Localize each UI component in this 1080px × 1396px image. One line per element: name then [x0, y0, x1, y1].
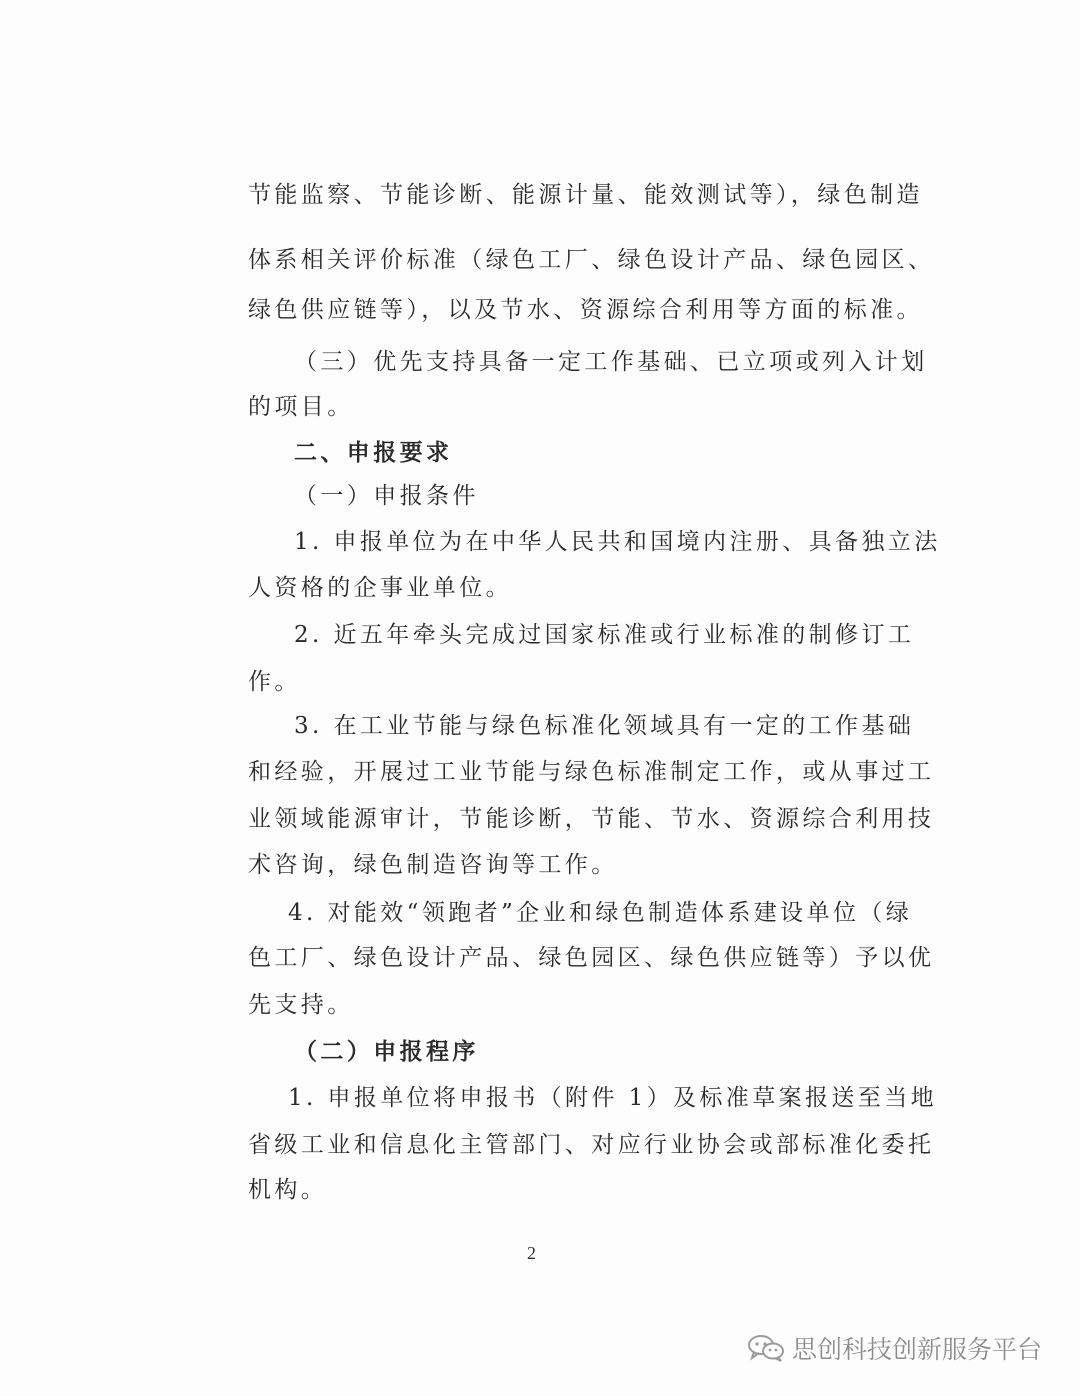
text-line: 4. 对能效“领跑者”企业和绿色制造体系建设单位（绿: [288, 900, 913, 926]
text-line: 作。: [248, 669, 301, 695]
text-line: 和经验，开展过工业节能与绿色标准制定工作，或从事过工: [248, 759, 935, 785]
text-line: 1. 申报单位将申报书（附件 1）及标准草案报送至当地: [288, 1085, 937, 1111]
wechat-icon: [746, 1333, 786, 1363]
text-line: 3. 在工业节能与绿色标准化领域具有一定的工作基础: [294, 713, 915, 739]
text-line: 2. 近五年牵头完成过国家标准或行业标准的制修订工: [294, 622, 915, 648]
text-line: 体系相关评价标准（绿色工厂、绿色设计产品、绿色园区、: [248, 247, 935, 273]
text-line: 先支持。: [248, 992, 354, 1018]
text-line: 人资格的企事业单位。: [248, 575, 512, 601]
subsection-heading: （一）申报条件: [294, 483, 479, 509]
text-line: 的项目。: [248, 394, 354, 420]
section-heading: 二、申报要求: [294, 440, 453, 466]
text-line: 术咨询，绿色制造咨询等工作。: [248, 852, 618, 878]
text-line: 省级工业和信息化主管部门、对应行业协会或部标准化委托: [248, 1132, 935, 1158]
page-number: 2: [527, 1243, 536, 1263]
text-line: （三）优先支持具备一定工作基础、已立项或列入计划: [294, 349, 928, 375]
text-line: 色工厂、绿色设计产品、绿色园区、绿色供应链等）予以优: [248, 945, 935, 971]
text-line: 节能监察、节能诊断、能源计量、能效测试等），绿色制造: [248, 182, 923, 208]
subsection-heading: （二）申报程序: [294, 1039, 479, 1065]
text-line: 绿色供应链等），以及节水、资源综合利用等方面的标准。: [248, 297, 923, 323]
watermark-text: 思创科技创新服务平台: [791, 1335, 1042, 1364]
text-line: 业领域能源审计，节能诊断，节能、节水、资源综合利用技: [248, 806, 935, 832]
text-line: 1. 申报单位为在中华人民共和国境内注册、具备独立法: [294, 529, 941, 555]
watermark: [746, 1330, 1042, 1366]
text-line: 机构。: [248, 1177, 328, 1203]
